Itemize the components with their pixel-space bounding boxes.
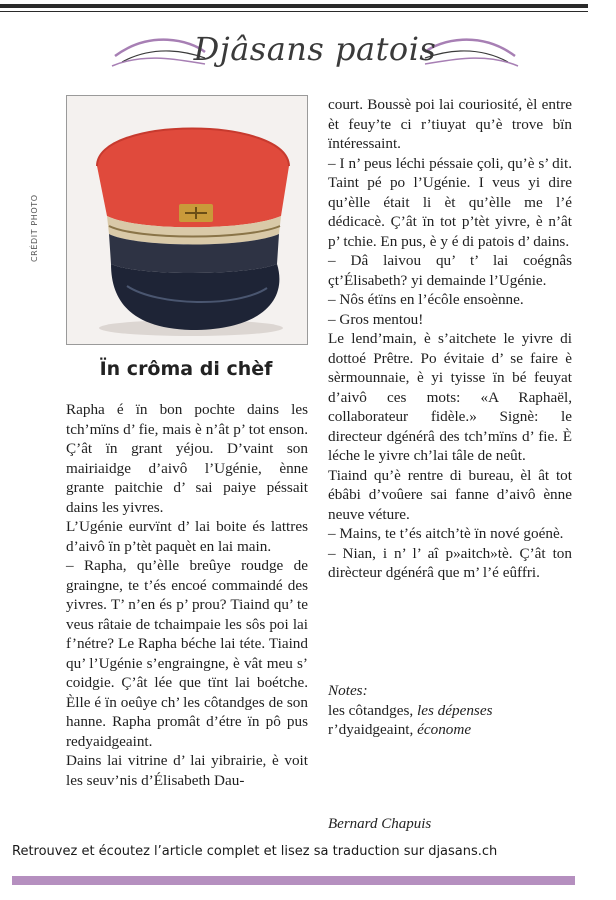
bottom-accent-bar bbox=[12, 876, 575, 885]
article-column-right bbox=[328, 95, 572, 583]
paragraph: – Mains, te t’és aitch’tè ïn nové goénè. bbox=[328, 525, 564, 542]
paragraph: court. Boussè poi lai couriosité, èl entre èt feuy’te ci r’tiuyat qu’è trove bïn ïntéressaint. bbox=[328, 96, 572, 152]
footer-link-text[interactable]: Retrouvez et écoutez l’article complet et lisez sa traduction sur djasans.ch bbox=[12, 844, 498, 859]
masthead-title: Djâsans patois bbox=[193, 30, 437, 68]
photo-caption: Ïn crôma di chèf bbox=[99, 358, 273, 380]
article-photo bbox=[66, 95, 308, 345]
paragraph: Le lend’main, è s’aitchete le yivre di dottoé Prêtre. Po évitaie d’ se faire è sèrmounnaie, è yi tyisse ïn bé feuyat d’aivô ces mots: «A Raphaël, collaborateur fidèle.» Signè: le directeur dgénérâ des tch’mïns d’ fie. È léche le yivre ch’lai tâle de neût. bbox=[328, 330, 572, 464]
paragraph: – Gros mentou! bbox=[328, 310, 424, 328]
notes-heading: Notes: bbox=[328, 682, 368, 699]
note-term: les côtandges, bbox=[328, 701, 414, 719]
conductor-cap-icon bbox=[67, 96, 307, 344]
paragraph: – Nôs étïns en l’écôle ensoènne. bbox=[328, 291, 524, 308]
notes-box bbox=[328, 681, 572, 740]
photo-credit: CRÉDIT PHOTO bbox=[30, 194, 39, 262]
article-column-left bbox=[66, 400, 308, 790]
note-definition: économe bbox=[417, 721, 472, 738]
paragraph: Tiaind qu’è rentre di bureau, èl ât tot ébâbi d’voûere sai fanne d’aivô ènne neuve véture. bbox=[328, 466, 572, 523]
note-definition: les dépenses bbox=[417, 701, 493, 719]
top-rule-thin bbox=[0, 11, 588, 12]
note-term: r’dyaidgeaint, bbox=[328, 721, 414, 738]
paragraph: – Dâ laivou qu’ t’ lai coégnâs çt’Élisabeth? yi demainde l’Ugénie. bbox=[328, 252, 572, 289]
paragraph: – I n’ peus léchi péssaie çoli, qu’è s’ dit. Taint pé po l’Ugénie. I veus yi dire qu’èlle était li èt qu’èlle me l’é dédicacè. Ç’ât ïn tot p’tèt yivre, è n’ât p’ tchie. En pus, è y é di patois d’ dains. bbox=[328, 154, 572, 250]
note-item bbox=[328, 720, 572, 740]
top-rule bbox=[0, 4, 588, 8]
paragraph: Rapha é ïn bon pochte dains les tch’mïns d’ fie, mais è n’ât p’ tot enson. Ç’ât ïn grant yéjou. D’vaint son mairiaidge d’aivô l’Ugénie, ènne grante paitchie d’ sai paiye péssait dains les yivres. bbox=[66, 401, 308, 516]
paragraph: L’Ugénie eurvïnt d’ lai boite és lattres d’aivô ïn p’tèt paquèt en lai main. bbox=[66, 518, 308, 555]
masthead bbox=[110, 26, 520, 78]
paragraph: Dains lai vitrine d’ lai yibrairie, è voit les seuv’nis d’Élisabeth Dau- bbox=[66, 752, 308, 789]
author-signature: Bernard Chapuis bbox=[328, 816, 432, 832]
paragraph: – Nian, i n’ l’ aî p»aitch»tè. Ç’ât ton dirècteur dgénérâ que m’ l’é eûffri. bbox=[328, 544, 572, 581]
paragraph: – Rapha, qu’èlle breûye roudge de graingne, te t’és encoé commaindé des yivres. T’ n’en és p’ prou? Tiaind qu’ te veus râtaie de tchaimpaie les sôs poi lai f’nétre? Le Rapha béche lai téte. Tiaind qu’ l’Ugénie s’engraingne, è vât meu s’ coidgie. Ç’ât lée que tïnt lai boétche. Èlle é ïn oeûye ch’ les côtandges de son hanne. Rapha promât d’étre ïn pô pus redyaidgeaint. bbox=[66, 557, 308, 750]
note-item bbox=[328, 701, 572, 721]
